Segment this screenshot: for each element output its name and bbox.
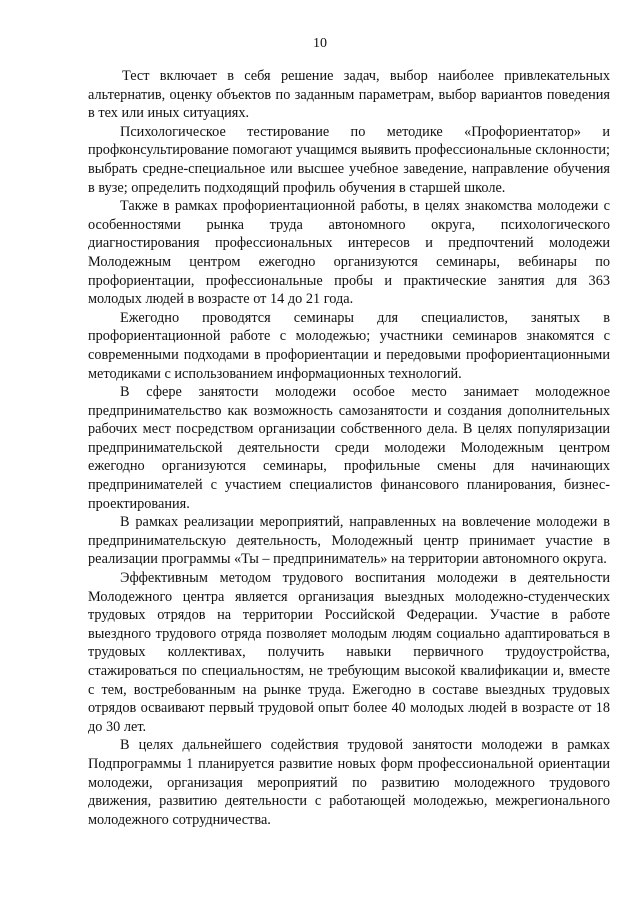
paragraph-test-description: Тест включает в себя решение задач, выбор наиболее привлекательных альтернатив, оценку объектов по заданным параметрам, выбор вариантов поведения в тех или иных ситуациях. (88, 68, 610, 122)
document-body (88, 67, 610, 829)
paragraph-career-guidance-work: Также в рамках профориентационной работы, в целях знакомства молодежи с особенностями рынка труда автономного округа, психологического диагностирования профессиональных интересов и предпочтений молодежи Молодежным центром ежегодно организуются семинары, вебинары по профориентации, профессиональные пробы и практические занятия для 363 молодых людей в возрасте от 14 до 21 года. (88, 198, 610, 308)
page-number: 10 (313, 36, 327, 51)
paragraph-youth-entrepreneurship: В сфере занятости молодежи особое место занимает молодежное предпринимательство как возможность самозанятости и создания дополнительных рабочих мест посредством организации собственного дела. В целях популяризации предпринимательской деятельности среди молодежи Молодежным центром ежегодно организуются семинары, профильные смены для начинающих предпринимателей с участием специалистов финансового планирования, бизнес-проектирования. (88, 384, 610, 512)
paragraph-subprogram-plans: В целях дальнейшего содействия трудовой занятости молодежи в рамках Подпрограммы 1 планируется развитие новых форм профессиональной ориентации молодежи, организация мероприятий по развитию молодежного трудового движения, развитию деятельности с работающей молодежью, межрегионального молодежного сотрудничества. (88, 737, 610, 828)
paragraph-entrepreneur-program: В рамках реализации мероприятий, направленных на вовлечение молодежи в предпринимательскую деятельность, Молодежный центр принимает участие в реализации программы «Ты – предприниматель» на территории автономного округа. (88, 514, 610, 568)
paragraph-psychological-testing: Психологическое тестирование по методике «Профориентатор» и профконсультирование помогают учащимся выявить профессиональные склонности; выбрать средне-специальное или высшее учебное заведение, направление обучения в вузе; определить подходящий профиль обучения в старшей школе. (88, 123, 610, 196)
paragraph-labor-teams: Эффективным методом трудового воспитания молодежи в деятельности Молодежного центра является организация выездных молодежно-студенческих трудовых отрядов на территории Российской Федерации. Участие в работе выездного трудового отряда позволяет молодым людям социально адаптироваться в трудовых коллективах, получить навыки первичного трудоустройства, стажироваться по специальностям, не требующим высокой квалификации и, вместе с тем, востребованным на рынке труда. Ежегодно в составе выездных трудовых отрядов осваивают первый трудовой опыт более 40 молодых людей в возрасте от 18 до 30 лет. (88, 570, 610, 735)
paragraph-specialist-seminars: Ежегодно проводятся семинары для специалистов, занятых в профориентационной работе с молодежью; участники семинаров знакомятся с современными подходами в профориентации и передовыми профориентационными методиками с использованием информационных технологий. (88, 309, 610, 382)
